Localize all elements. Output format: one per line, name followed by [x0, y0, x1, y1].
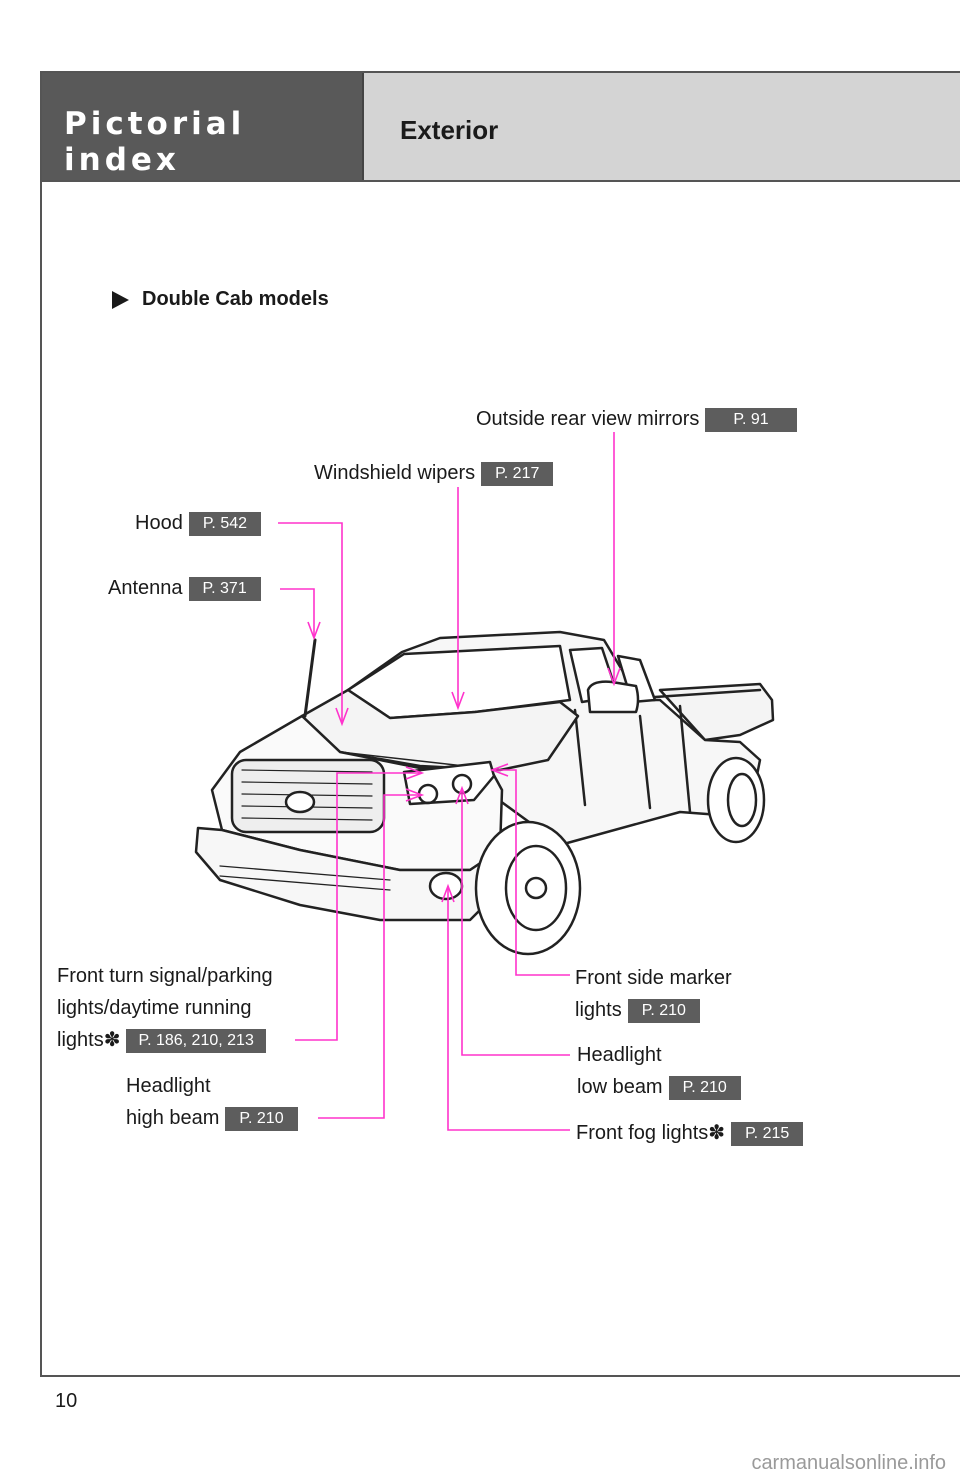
model-heading [112, 288, 329, 311]
callout-low-beam-ref[interactable]: P. 210 [669, 1076, 741, 1100]
callout-fog [576, 1117, 803, 1149]
callout-fog-ref[interactable]: P. 215 [731, 1122, 803, 1146]
subsection-title: Exterior [400, 115, 499, 145]
callout-mirrors [476, 403, 797, 435]
asterisk-icon: ✽ [708, 1122, 726, 1144]
callout-hood [135, 507, 261, 539]
callout-antenna-label: Antenna [108, 577, 183, 599]
callout-side-marker [575, 962, 732, 1026]
callout-side-marker-ref[interactable]: P. 210 [628, 999, 700, 1023]
callout-side-marker-line1: Front side marker [575, 967, 732, 989]
page-header [42, 73, 960, 181]
subsection-bar [362, 73, 960, 181]
callout-turn-signal-line2: lights/daytime running [57, 997, 252, 1019]
page-number: 10 [55, 1390, 78, 1412]
triangle-bullet-icon [112, 291, 129, 309]
callout-low-beam-line1: Headlight [577, 1044, 662, 1066]
callout-fog-label: Front fog lights [576, 1122, 709, 1144]
callout-wipers [314, 457, 553, 489]
header-divider [42, 180, 960, 182]
callout-turn-signal [57, 960, 273, 1056]
callout-high-beam-ref[interactable]: P. 210 [225, 1107, 297, 1131]
callout-high-beam [126, 1070, 298, 1134]
asterisk-icon: ✽ [103, 1029, 121, 1051]
page-frame [40, 71, 960, 1377]
callout-hood-ref[interactable]: P. 542 [189, 512, 261, 536]
callout-low-beam [577, 1039, 741, 1103]
callout-low-beam-line2: low beam [577, 1076, 663, 1098]
watermark: carmanualsonline.info [751, 1452, 946, 1474]
callout-high-beam-line2: high beam [126, 1107, 220, 1129]
callout-side-marker-line2: lights [575, 999, 622, 1021]
callout-turn-signal-line1: Front turn signal/parking [57, 965, 273, 987]
callout-mirrors-label: Outside rear view mirrors [476, 408, 700, 430]
callout-turn-signal-line3: lights [57, 1029, 104, 1051]
model-heading-text: Double Cab models [142, 288, 329, 310]
callout-antenna [108, 572, 261, 604]
callout-wipers-label: Windshield wipers [314, 462, 476, 484]
callout-turn-signal-ref[interactable]: P. 186, 210, 213 [126, 1029, 265, 1053]
section-tab [42, 73, 362, 181]
section-title: Pictorial index [64, 106, 246, 178]
callout-wipers-ref[interactable]: P. 217 [481, 462, 553, 486]
callout-antenna-ref[interactable]: P. 371 [189, 577, 261, 601]
callout-mirrors-ref[interactable]: P. 91 [705, 408, 796, 432]
callout-hood-label: Hood [135, 512, 183, 534]
callout-high-beam-line1: Headlight [126, 1075, 211, 1097]
